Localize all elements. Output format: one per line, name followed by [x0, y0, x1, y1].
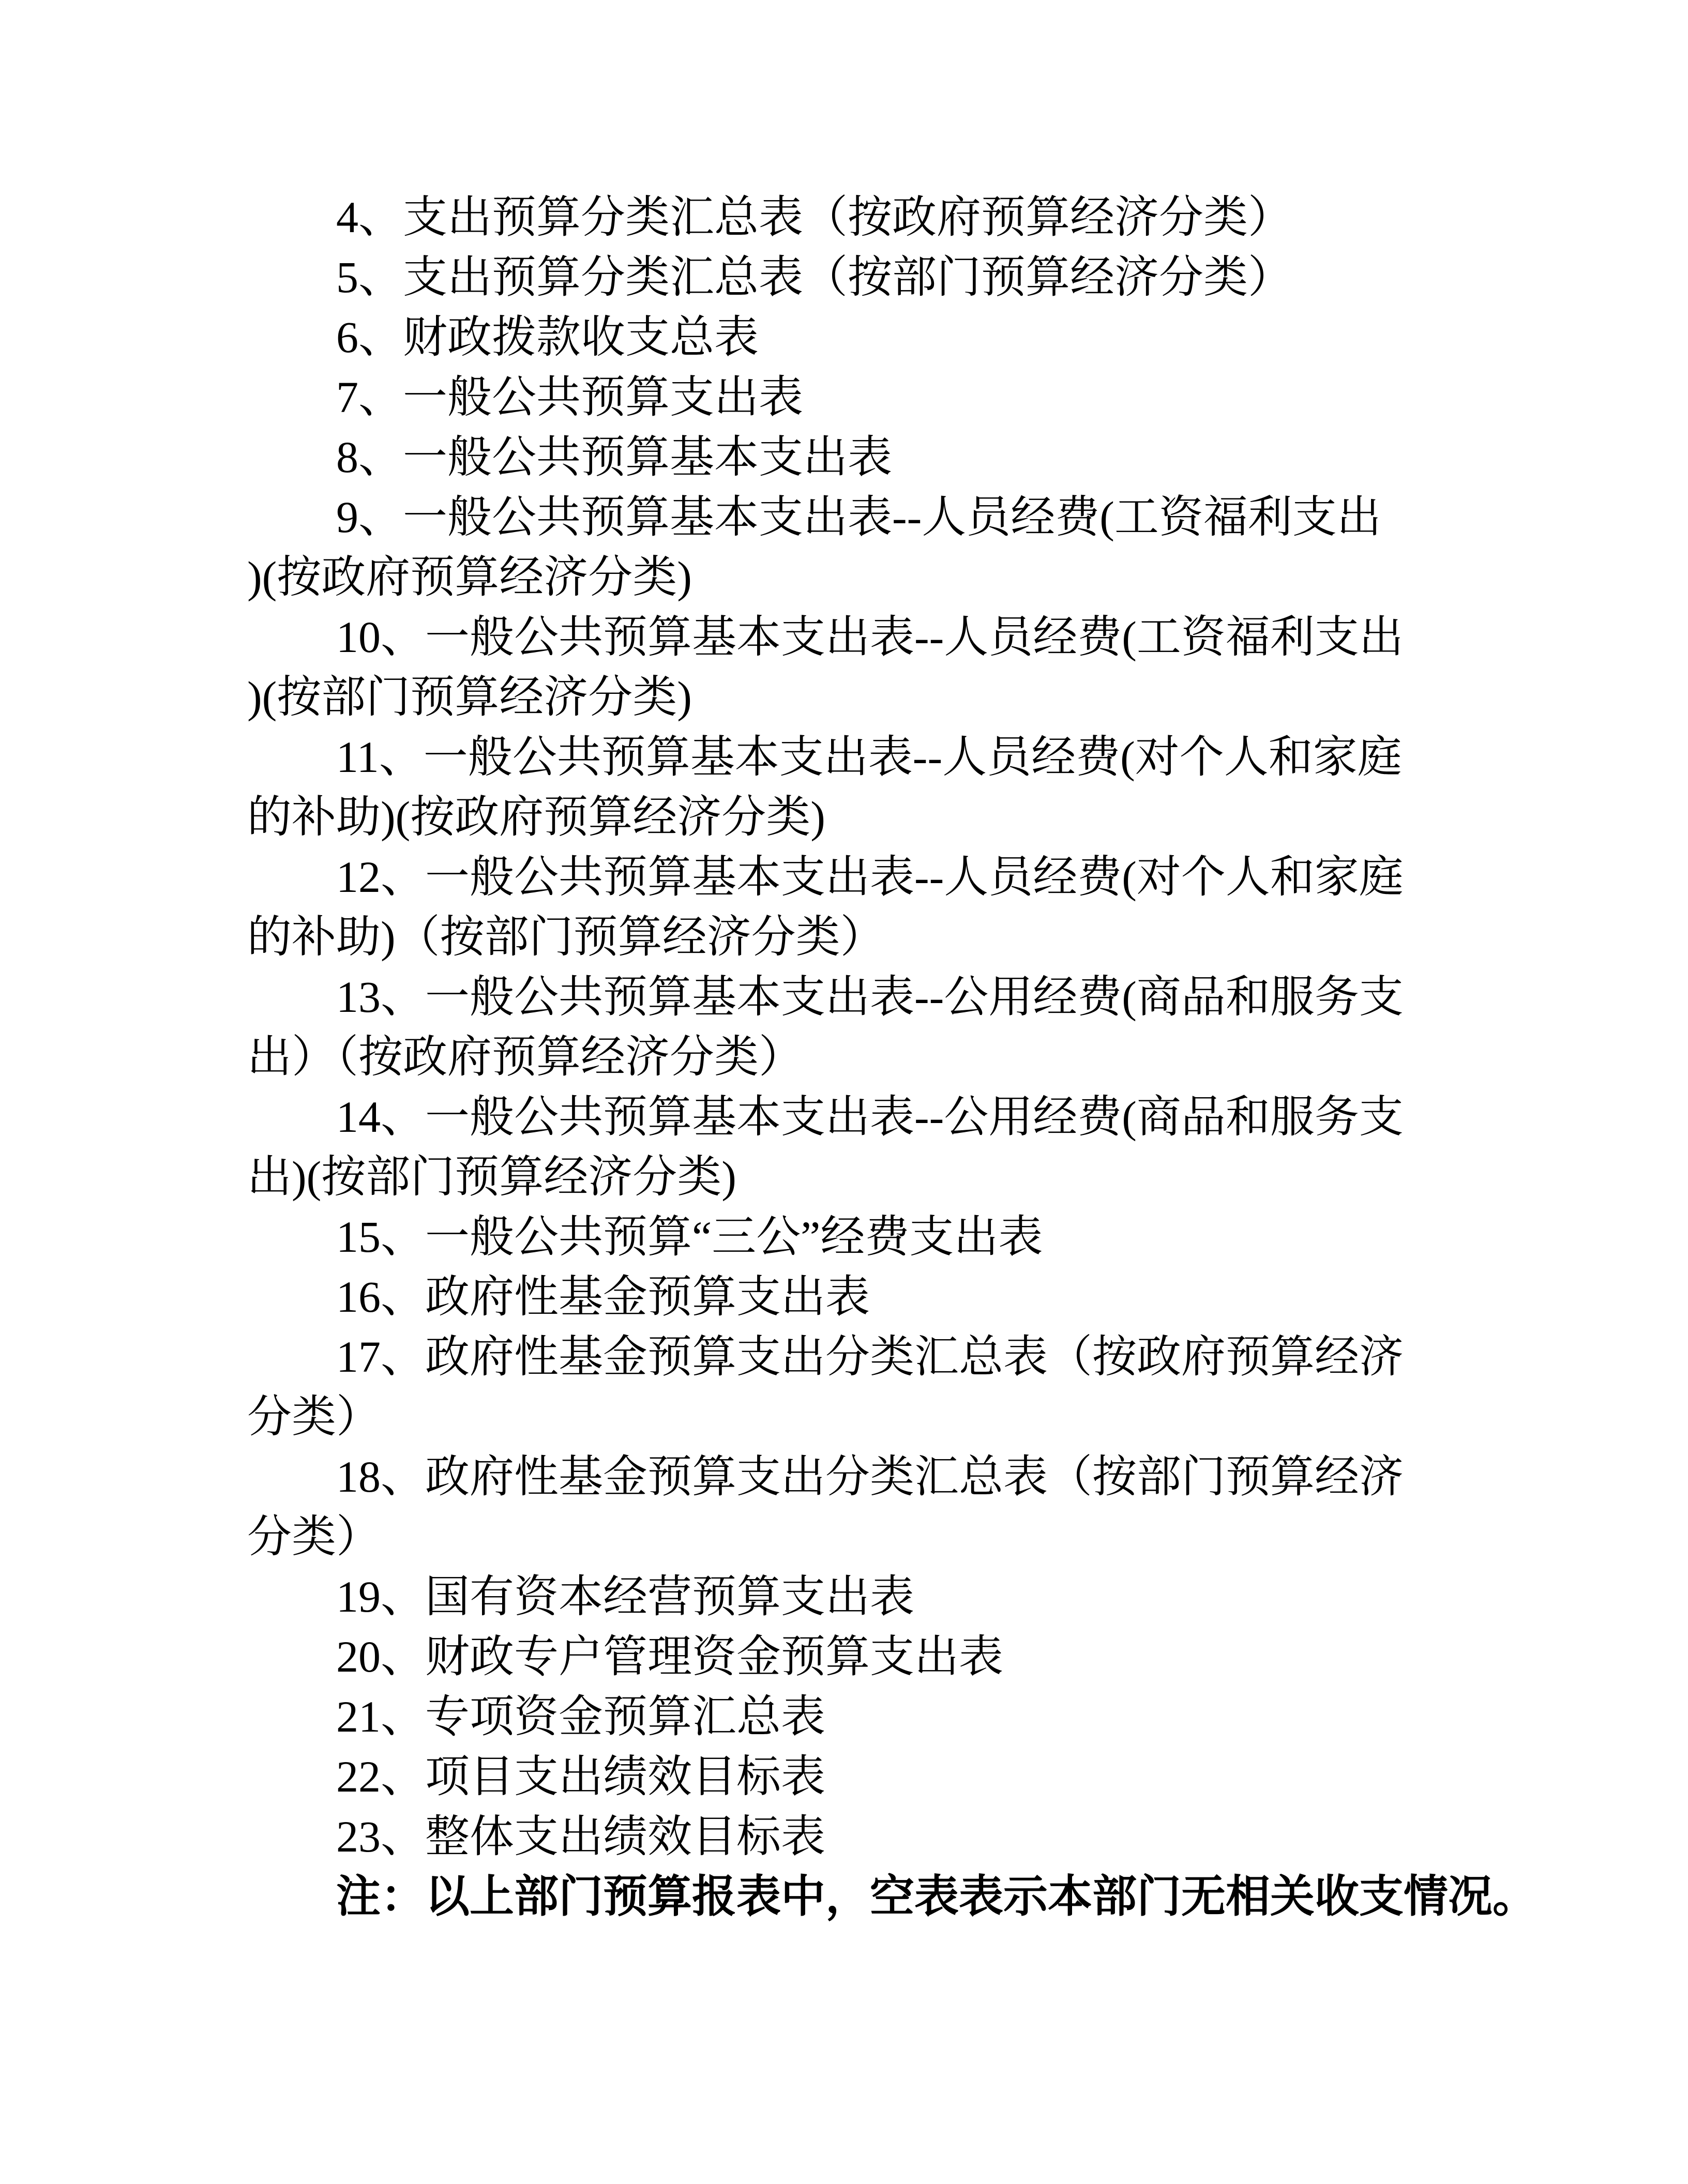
document-line: 11、一般公共预算基本支出表--人员经费(对个人和家庭 [336, 732, 1402, 782]
document-line: 分类） [247, 1392, 381, 1442]
document-line: 分类） [247, 1512, 381, 1561]
document-body [247, 187, 1537, 1927]
document-line: 9、一般公共预算基本支出表--人员经费(工资福利支出 [336, 492, 1381, 542]
document-line: 4、支出预算分类汇总表（按政府预算经济分类） [336, 192, 1292, 242]
document-line: 16、政府性基金预算支出表 [336, 1272, 870, 1322]
document-line: 的补助)(按政府预算经济分类) [247, 792, 825, 842]
document-line: 出)(按部门预算经济分类) [247, 1152, 736, 1202]
document-line: )(按部门预算经济分类) [247, 672, 692, 722]
document-line: 22、项目支出绩效目标表 [336, 1752, 825, 1801]
document-line: 20、财政专户管理资金预算支出表 [336, 1632, 1003, 1681]
document-line: 7、一般公共预算支出表 [336, 372, 803, 422]
document-line: 15、一般公共预算“三公”经费支出表 [336, 1212, 1043, 1262]
document-line: 10、一般公共预算基本支出表--人员经费(工资福利支出 [336, 612, 1404, 662]
document-line: 19、国有资本经营预算支出表 [336, 1572, 914, 1621]
document-line: 的补助)（按部门预算经济分类） [247, 912, 885, 962]
document-line: 出）（按政府预算经济分类） [247, 1032, 803, 1082]
document-line: 5、支出预算分类汇总表（按部门预算经济分类） [336, 252, 1292, 302]
document-line: 21、专项资金预算汇总表 [336, 1692, 825, 1741]
document-line: 17、政府性基金预算支出分类汇总表（按政府预算经济 [336, 1332, 1404, 1382]
document-line: 23、整体支出绩效目标表 [336, 1812, 825, 1861]
document-line: 18、政府性基金预算支出分类汇总表（按部门预算经济 [336, 1452, 1404, 1502]
document-line: 13、一般公共预算基本支出表--公用经费(商品和服务支 [336, 972, 1404, 1022]
document-line: 8、一般公共预算基本支出表 [336, 432, 892, 482]
document-note-line: 注：以上部门预算报表中，空表表示本部门无相关收支情况。 [336, 1872, 1537, 1921]
document-line: )(按政府预算经济分类) [247, 552, 692, 602]
document-line: 12、一般公共预算基本支出表--人员经费(对个人和家庭 [336, 852, 1404, 902]
document-line: 6、财政拨款收支总表 [336, 312, 759, 362]
document-line: 14、一般公共预算基本支出表--公用经费(商品和服务支 [336, 1092, 1404, 1142]
